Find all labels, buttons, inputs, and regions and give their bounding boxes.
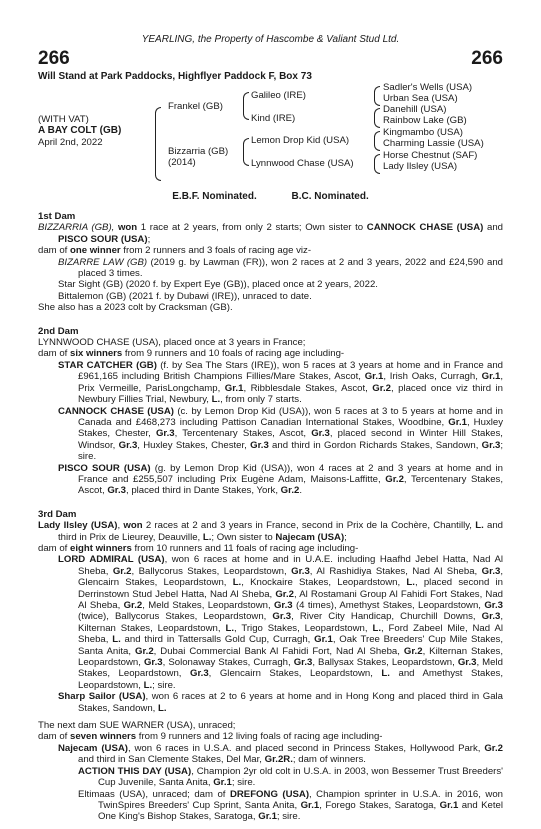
sire-sire-dam: Urban Sea (USA) [383,93,458,104]
third-dam-line: Sharp Sailor (USA), won 6 races at 2 to 6 years at home and in Hong Kong and placed third in Gala Stakes, Sandown, L. [58,691,503,714]
sire-dam-dam: Rainbow Lake (GB) [383,115,467,126]
bc-nomination: B.C. Nominated. [291,191,369,202]
pedigree-bracket [155,107,161,181]
sire-dam-sire: Danehill (USA) [383,104,447,115]
second-dam-line: STAR CATCHER (GB) (f. by Sea The Stars (IRE)), won 5 races at 3 years at home and in France and £961,165 including British Champions Fillies/Mare Stakes, Ascot, Gr.1, Irish Oaks, Curragh, Gr.1, Prix Vermeille, ParisLongchamp, Gr.1, Ribblesdale Stakes, Ascot, Gr.2, placed once viz third in Newbury Fillies Trial, Newbury, L., from only 7 starts. [58,359,504,406]
vat-note: (WITH VAT) [38,114,89,125]
second-dam-line: PISCO SOUR (USA) (g. by Lemon Drop Kid (USA)), won 4 races at 2 and 3 years at home and in France and £255,507 including Prix Eugène Adam, Maisons-Laffitte, Gr.2, Tercentenary Stakes, Ascot, Gr.3, placed third in Dante Stakes, York, Gr.2. [58,462,503,497]
second-dam-line: CANNOCK CHASE (USA) (c. by Lemon Drop Kid (USA)), won 5 races at 3 to 5 years at home and in Canada and £468,273 including Pattison Canadian International Stakes, Woodbine, Gr.1, Huxley Stakes, Chester, Gr.3, Tercentenary Stakes, Ascot, Gr.3, placed second in Winter Hill Stakes, Windsor, Gr.3, Huxley Stakes, Chester, Gr.3 and third in Gordon Richards Stakes, Sandown, Gr.3; sire. [58,405,504,463]
next-dam-line: The next dam SUE WARNER (USA), unraced; [38,720,236,732]
lot-number-right: 266 [471,48,503,69]
pedigree-bracket [243,138,249,166]
first-dam-line: BIZZARRIA (GB), won 1 race at 2 years, from only 2 starts; Own sister to CANNOCK CHASE (USA) and PISCO SOUR (USA); [38,222,503,245]
sire-name: Frankel (GB) [168,101,223,112]
second-dam-line: dam of six winners from 9 runners and 10 foals of racing age including- [38,348,345,360]
horse-name: A BAY COLT (GB) [38,125,122,136]
second-dam-heading: 2nd Dam [38,325,79,337]
pedigree-bracket [374,108,380,128]
stand-location: Will Stand at Park Paddocks, Highflyer Paddock F, Box 73 [38,71,312,82]
first-dam-line: Bittalemon (GB) (2021 f. by Dubawi (IRE)), unraced to date. [58,290,312,302]
pedigree-bracket [374,154,380,174]
pedigree-bracket [243,92,249,120]
next-dam-line: dam of seven winners from 9 runners and 12 living foals of racing age including- [38,731,383,743]
dam-dam: Lynnwood Chase (USA) [251,158,354,169]
consignor-header: YEARLING, the Property of Hascombe & Valiant Stud Ltd. [141,34,400,45]
second-dam-line: LYNNWOOD CHASE (USA), placed once at 3 years in France; [38,337,306,349]
pedigree-bracket [374,86,380,106]
catalogue-body [38,211,503,823]
third-dam-line: dam of eight winners from 10 runners and 11 foals of racing age including- [38,542,359,554]
pedigree-bracket [374,131,380,151]
ebf-nomination: E.B.F. Nominated. [172,191,257,202]
next-dam-line: Eltimaas (USA), unraced; dam of DREFONG (USA), Champion sprinter in U.S.A. in 2016, won TwinSpires Breeders' Cup Sprint, Santa Anita, Gr.1, Forego Stakes, Saratoga, Gr.1 and Ketel One King's Bishop Stakes, Saratoga, Gr.1; sire. [78,788,503,823]
first-dam-line: Star Sight (GB) (2020 f. by Expert Eye (GB)), placed once at 2 years, 2022. [58,279,378,291]
third-dam-heading: 3rd Dam [38,508,77,520]
dam-year: (2014) [168,157,196,168]
next-dam-line: Najecam (USA), won 6 races in U.S.A. and placed second in Princess Stakes, Hollywood Park, Gr.2 and third in San Clemente Stakes, Del Mar, Gr.2R.; dam of winners. [58,742,503,766]
first-dam-line: BIZARRE LAW (GB) (2019 g. by Lawman (FR)), won 2 races at 2 and 3 years, 2022 and £24,590 and placed 3 times. [58,256,503,280]
sire-sire: Galileo (IRE) [251,90,306,101]
dam-sire-dam: Charming Lassie (USA) [383,138,484,149]
dam-sire: Lemon Drop Kid (USA) [251,135,350,146]
dam-name: Bizzarria (GB) [168,146,229,157]
third-dam-line: LORD ADMIRAL (USA), won 6 races at home and in U.A.E. including Haafhd Jebel Hatta, Nad Al Sheba, Gr.2, Ballycorus Stakes, Leopardstown, Gr.3, Al Rashidiya Stakes, Nad Al Sheba, Gr.3, Glencairn Stakes, Leopardstown, L., Knockaire Stakes, Leopardstown, L., placed second in Derrinstown Stud Jebel Hatta, Nad Al Sheba, Gr.2, Al Rostamani Group Al Fahidi Fort Stakes, Nad Al Sheba, Gr.2, Meld Stakes, Leopardstown, Gr.3 (4 times), Amethyst Stakes, Leopardstown, Gr.3 (twice), Ballycorus Stakes, Leopardstown, Gr.3, River City Handicap, Churchill Downs, Gr.3, Kilternan Stakes, Leopardstown, L., Trigo Stakes, Leopardstown, L., Ford Zabeel Mile, Nad Al Sheba, L. and third in Tattersalls Gold Cup, Curragh, Gr.1, Oak Tree Breeders' Cup Mile Stakes, Santa Anita, Gr.2, Dubai Commercial Bank Al Fahidi Fort, Nad Al Sheba, Gr.2, Kilternan Stakes, Leopardstown, Gr.3, Solonaway Stakes, Curragh, Gr.3, Ballysax Stakes, Leopardstown, Gr.3, Meld Stakes, Leopardstown, Gr.3, Glencairn Stakes, Leopardstown, L. and Amethyst Stakes, Leopardstown, L.; sire. [58,554,504,691]
nominations [0,191,541,202]
first-dam-heading: 1st Dam [38,211,76,222]
next-dam-line: ACTION THIS DAY (USA), Champion 2yr old colt in U.S.A. in 2003, won Bessemer Trust Breeders' Cup Juvenile, Santa Anita, Gr.1; sire. [78,765,503,789]
dam-sire-sire: Kingmambo (USA) [383,127,463,138]
dam-dam-dam: Lady Ilsley (USA) [383,161,458,172]
dam-dam-sire: Horse Chestnut (SAF) [383,150,478,161]
sire-sire-sire: Sadler's Wells (USA) [383,82,473,93]
foaling-date: April 2nd, 2022 [38,137,103,148]
first-dam-line: She also has a 2023 colt by Cracksman (GB). [38,302,233,314]
third-dam-line: Lady Ilsley (USA), won 2 races at 2 and 3 years in France, second in Prix de la Cochère, Chantilly, L. and third in Prix de Lieurey, Deauville, L.; Own sister to Najecam (USA); [38,520,503,543]
sire-dam: Kind (IRE) [251,113,296,124]
lot-number-left: 266 [38,48,70,69]
first-dam-line: dam of one winner from 2 runners and 3 foals of racing age viz- [38,245,312,257]
